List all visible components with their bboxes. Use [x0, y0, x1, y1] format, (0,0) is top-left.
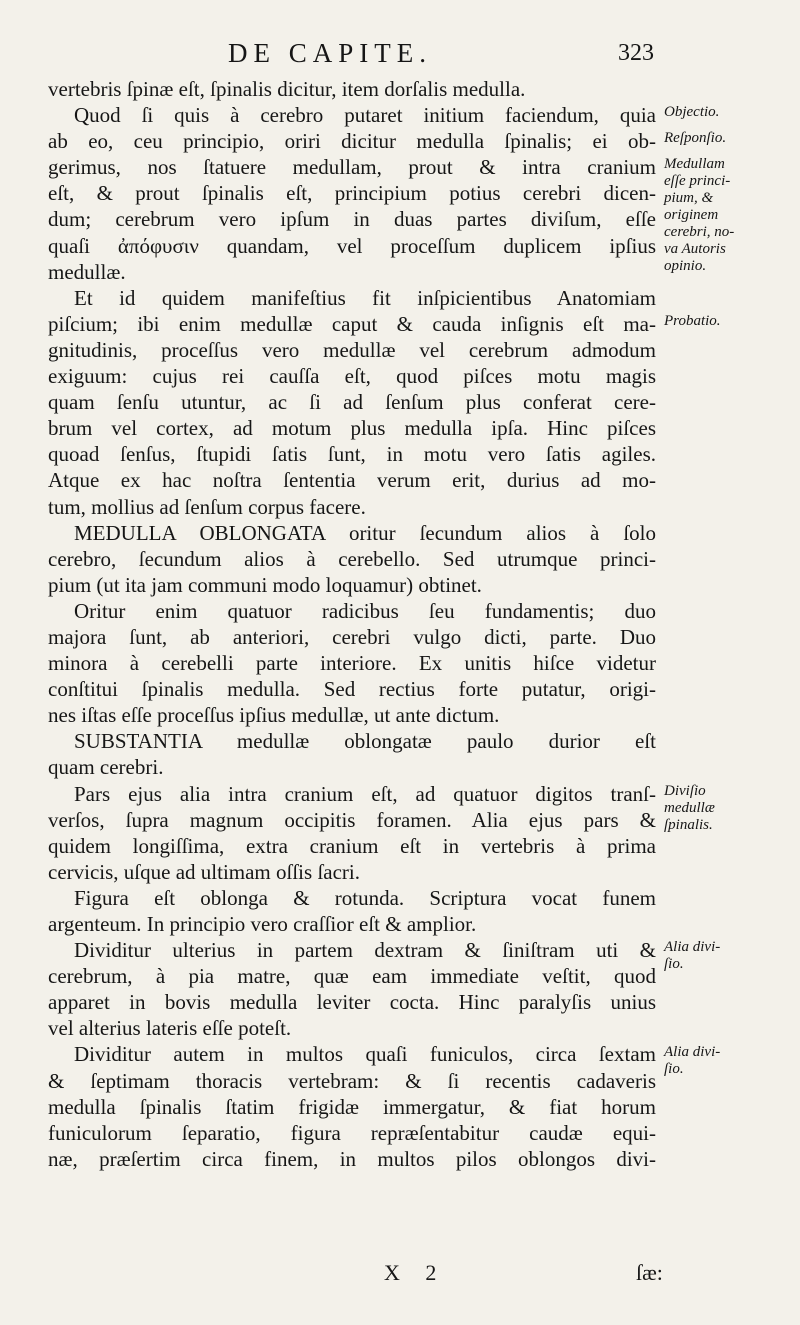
text-line: quam cerebri.: [48, 755, 164, 780]
text-line: pium (ut ita jam communi modo loquamur) obtinet.: [48, 572, 482, 597]
text-line: nes iſtas eſſe proceſſus ipſius medullæ, ut ante dictum.: [48, 703, 500, 728]
margin-note-line: Medullam: [664, 156, 725, 173]
text-line: quoad ſenſus, ſtupidi ſatis ſunt, in motu vero ſatis agiles.: [48, 442, 656, 467]
text-line: verſos, ſupra magnum occipitis foramen. Alia ejus pars &: [48, 807, 656, 832]
text-line: minora à cerebelli parte interiore. Ex unitis hiſce videtur: [48, 651, 656, 676]
text-line: gerimus, nos ſtatuere medullam, prout & intra cranium: [48, 155, 656, 180]
text-line: Quod ſi quis à cerebro putaret initium faciendum, quia: [74, 103, 656, 128]
main-text-column: [48, 76, 656, 1172]
margin-note-line: ſpinalis.: [664, 816, 713, 833]
text-line: næ, præſertim circa finem, in multos pilos oblongos divi-: [48, 1146, 656, 1171]
catchword: ſæ:: [636, 1260, 663, 1285]
text-line: funiculorum ſeparatio, figura repræſentabitur caudæ equi-: [48, 1120, 656, 1145]
text-line: quidem longiſſima, extra cranium eſt in vertebris à prima: [48, 833, 656, 858]
margin-note-line: originem: [664, 207, 719, 224]
text-line: Atque ex hac noſtra ſententia verum erit, durius ad mo-: [48, 468, 656, 493]
text-line: vertebris ſpinæ eſt, ſpinalis dicitur, item dorſalis medulla.: [48, 77, 526, 101]
text-line: conſtitui ſpinalis medulla. Sed rectius forte putatur, origi-: [48, 677, 656, 702]
text-line: cervicis, uſque ad ultimam oſſis ſacri.: [48, 859, 360, 884]
text-line: ab eo, ceu principio, oriri dicitur medulla ſpinalis; ei ob-: [48, 129, 656, 154]
margin-note-line: opinio.: [664, 258, 707, 275]
text-line: quaſi ἀπόφυσιν quandam, vel proceſſum duplicem ipſius: [48, 233, 656, 258]
margin-note-line: Reſponſio.: [664, 130, 727, 147]
text-line: MEDULLA OBLONGATA oritur ſecundum alios à ſolo: [74, 520, 656, 545]
page-number: 323: [618, 40, 654, 66]
margin-note-line: Probatio.: [664, 312, 721, 329]
text-line: argenteum. In principio vero craſſior eſt & amplior.: [48, 912, 477, 936]
margin-note-line: pium, &: [664, 190, 714, 207]
margin-note: [664, 1044, 794, 1078]
margin-note-line: Diviſio: [664, 782, 706, 799]
text-line: dum; cerebrum vero ipſum in duas partes diviſum, eſſe: [48, 207, 656, 232]
text-line: Et id quidem manifeſtius fit inſpicientibus Anatomiam: [74, 285, 656, 310]
text-line: exiguum: cujus rei cauſſa eſt, quod piſces motu magis: [48, 364, 656, 389]
text-line: eſt, & prout ſpinalis eſt, principium potius cerebri dicen-: [48, 181, 656, 206]
signature-mark: X 2: [384, 1260, 447, 1285]
text-line: Dividitur autem in multos quaſi funiculos, circa ſextam: [74, 1042, 656, 1067]
margin-note-line: ſio.: [664, 1060, 684, 1077]
text-line: medulla ſpinalis ſtatim frigidæ immergatur, & fiat horum: [48, 1094, 656, 1119]
text-line: Pars ejus alia intra cranium eſt, ad quatuor digitos tranſ-: [74, 781, 656, 806]
margin-note-line: va Autoris: [664, 241, 726, 258]
text-line: quam ſenſu utuntur, ac ſi ad ſenſum plus conferat cere-: [48, 390, 656, 415]
margin-note-line: Alia divi-: [664, 1043, 721, 1060]
margin-note-line: cerebri, no-: [664, 224, 735, 241]
text-line: Oritur enim quatuor radicibus ſeu fundamentis; duo: [74, 598, 656, 623]
margin-note: [664, 156, 794, 275]
margin-note: [664, 130, 794, 147]
text-line: gnitudinis, proceſſus vero medullæ vel cerebrum admodum: [48, 337, 656, 362]
margin-note-line: Objectio.: [664, 104, 720, 121]
margin-note-line: eſſe princi-: [664, 173, 731, 190]
text-line: medullæ.: [48, 259, 126, 284]
text-line: & ſeptimam thoracis vertebram: & ſi recentis cadaveris: [48, 1068, 656, 1093]
margin-note: [664, 313, 794, 330]
text-line: Dividitur ulterius in partem dextram & ſiniſtram uti &: [74, 938, 656, 963]
margin-note: [664, 939, 794, 973]
margin-note: [664, 104, 794, 121]
text-line: vel alterius lateris eſſe poteſt.: [48, 1016, 292, 1041]
text-line: cerebro, ſecundum alios à cerebello. Sed utrumque princi-: [48, 546, 656, 571]
text-line: apparet in bovis medulla leviter cocta. Hinc paralyſis unius: [48, 990, 656, 1015]
text-line: majora ſunt, ab anteriori, cerebri vulgo dicti, parte. Duo: [48, 624, 656, 649]
running-header: [0, 38, 800, 74]
text-line: cerebrum, à pia matre, quæ eam immediate veſtit, quod: [48, 964, 656, 989]
text-line: SUBSTANTIA medullæ oblongatæ paulo durior eſt: [74, 729, 656, 754]
text-line: Figura eſt oblonga & rotunda. Scriptura vocat funem: [74, 885, 656, 910]
margin-note-line: ſio.: [664, 956, 684, 973]
text-line: brum vel cortex, ad motum plus medulla ipſa. Hinc piſces: [48, 416, 656, 441]
text-line: tum, mollius ad ſenſum corpus facere.: [48, 494, 366, 519]
margin-note-line: Alia divi-: [664, 939, 721, 956]
margin-note: [664, 783, 794, 834]
text-line: piſcium; ibi enim medullæ caput & cauda inſignis eſt ma-: [48, 311, 656, 336]
margin-note-line: medullæ: [664, 799, 715, 816]
running-title: DE CAPITE.: [228, 38, 432, 68]
